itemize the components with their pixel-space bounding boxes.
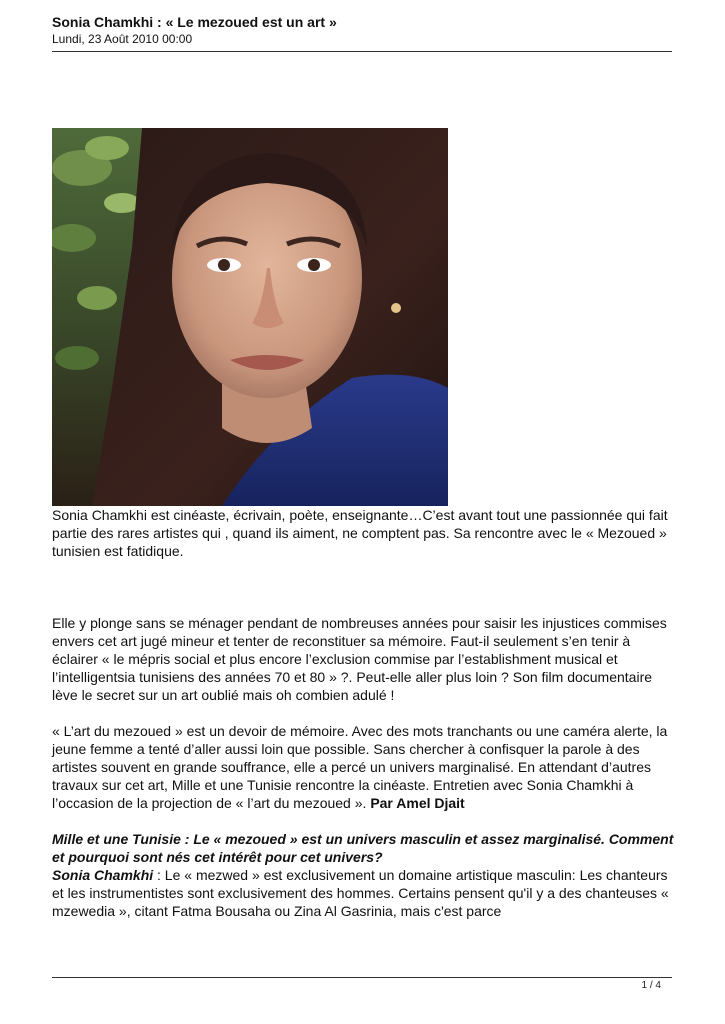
interview-answer (52, 866, 674, 920)
article-paragraph: Elle y plonge sans se ménager pendant de nombreuses années pour saisir les injustices commises envers cet art jugé mineur et tenter de reconstituer sa mémoire. Faut-il seulement s’en tenir à éclairer « le mépris social et plus encore l’exclusion commise par l’establishment musical et l’intelligentsia tunisiens des années 70 et 80 » ?. Peut-elle aller plus loin ? Son film documentaire lève le secret sur un art oublié mais oh combien adulé ! (52, 615, 667, 703)
portrait-photo (52, 128, 448, 506)
article-title: Sonia Chamkhi : « Le mezoued est un art » (52, 14, 337, 30)
article-intro: Sonia Chamkhi est cinéaste, écrivain, poète, enseignante…C’est avant tout une passionnée qui fait partie des rares artistes qui , quand ils aiment, ne comptent pas. Sa rencontre avec le « Mezoued » tunisien est fatidique. (52, 507, 668, 559)
author-credit: Par Amel Djait (370, 795, 465, 811)
answer-text: : Le « mezwed » est exclusivement un domaine artistique masculin: Les chanteurs et les instrumentistes sont exclusivement des hommes. Certains pensent qu'il y a des chanteuses « mzewedia », citant Fatma Bousaha ou Zina Al Gasrinia, mais c'est parce (52, 867, 669, 919)
article-date: Lundi, 23 Août 2010 00:00 (52, 32, 193, 46)
header-rule (52, 51, 672, 52)
footer-rule (52, 977, 672, 978)
article-paragraph (52, 722, 674, 812)
answer-speaker: Sonia Chamkhi (52, 867, 154, 883)
paragraph-text: « L’art du mezoued » est un devoir de mémoire. Avec des mots tranchants ou une caméra alerte, la jeune femme a tenté d’aller aussi loin que possible. Sans chercher à confisquer la parole à des artistes souvent en grande souffrance, elle a percé un univers marginalisé. En attendant d’autres travaux sur cet art, Mille et une Tunisie rencontre la cinéaste. Entretien avec Sonia Chamkhi à l’occasion de la projection de « l’art du mezoued ». (52, 723, 668, 811)
page-header (52, 14, 672, 47)
interview-question: Mille et une Tunisie : Le « mezoued » est un univers masculin et assez marginalisé. Comment et pourquoi sont nés cet intérêt pour cet univers? (52, 831, 674, 865)
article-body (52, 506, 674, 920)
page-number: 1 / 4 (641, 980, 661, 991)
